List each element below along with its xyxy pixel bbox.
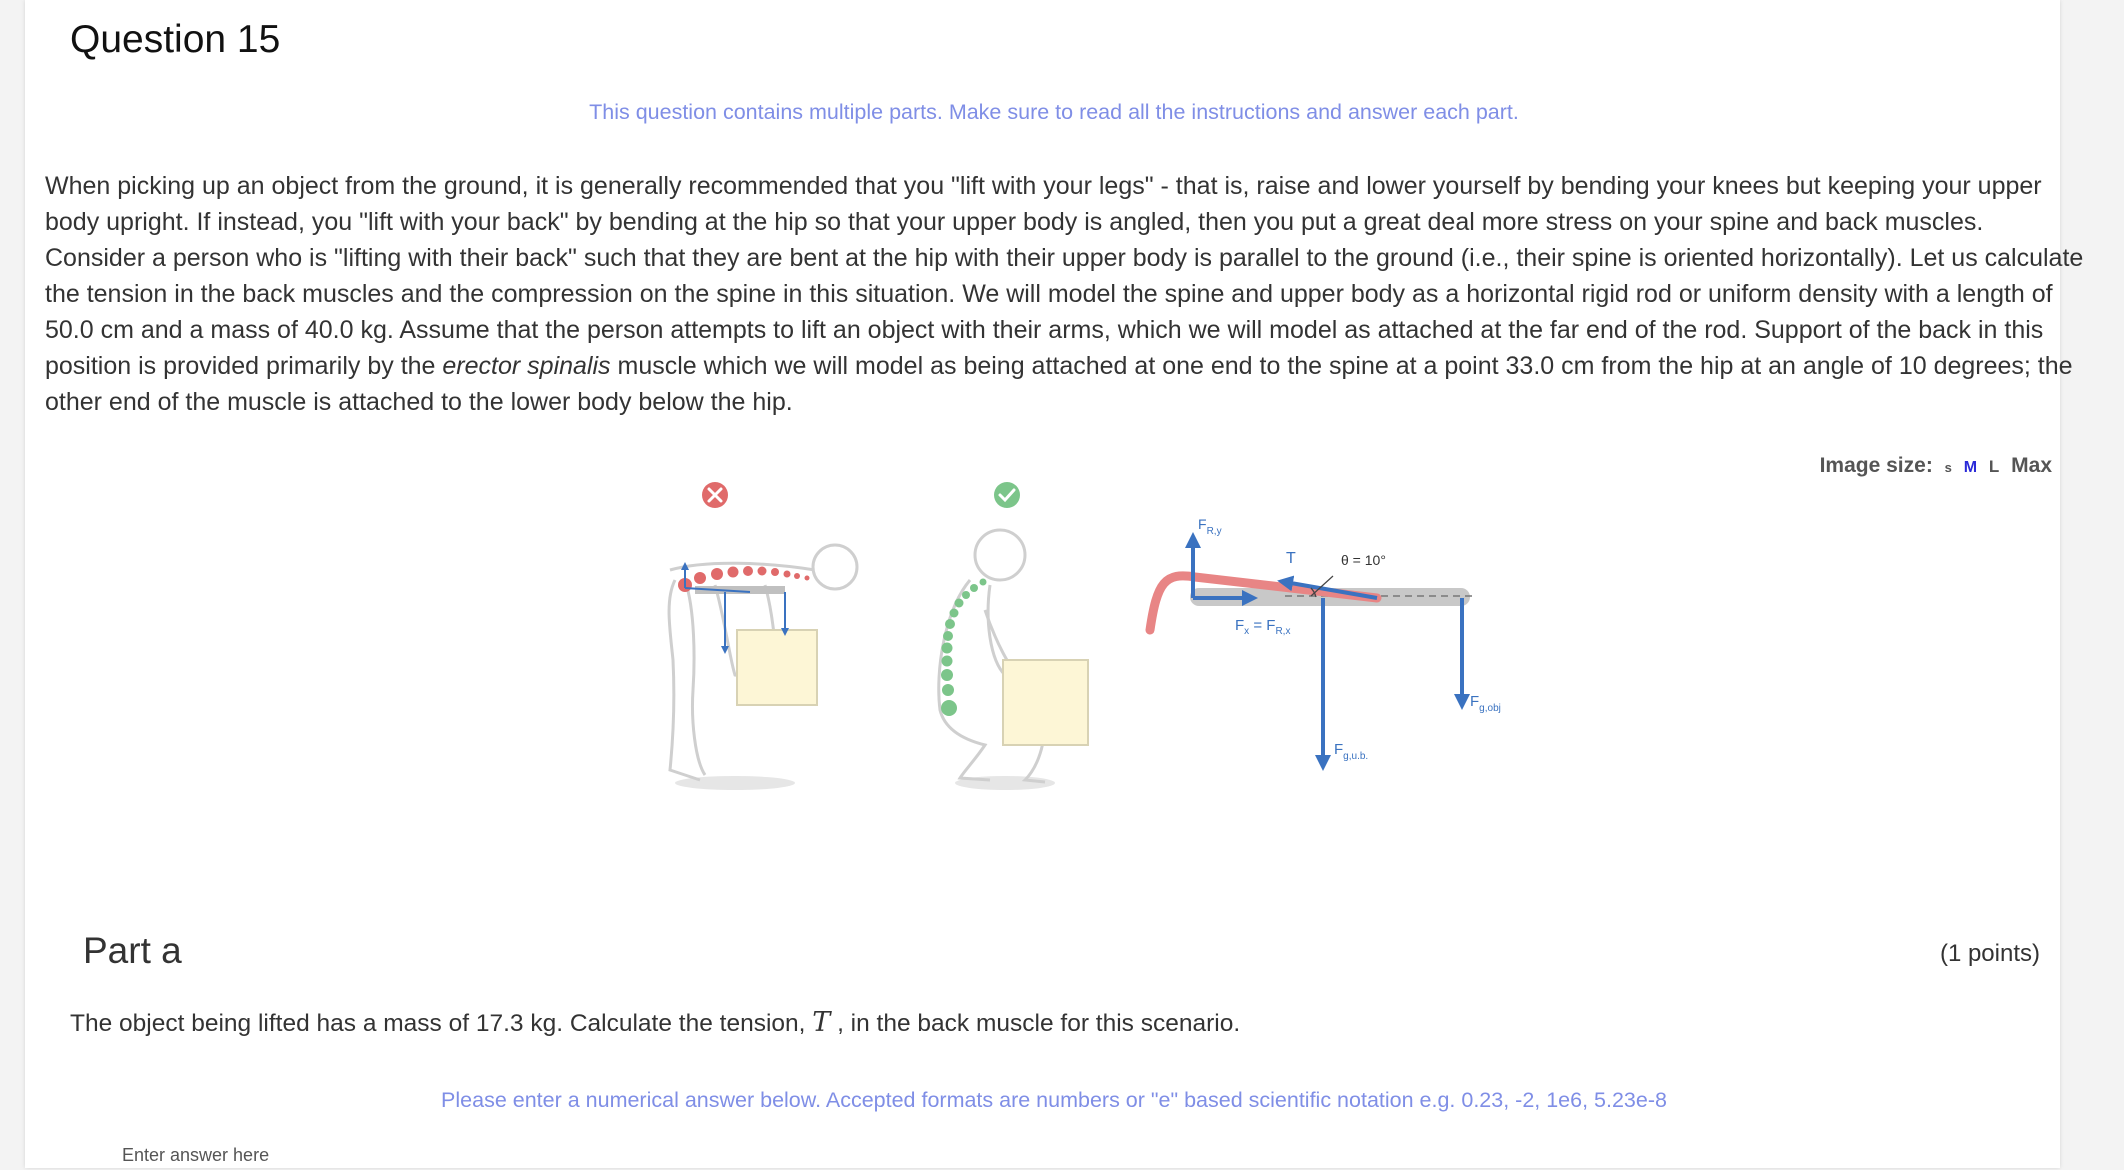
- label-fx: F: [1235, 617, 1245, 634]
- label-f-gobj-sub: g,obj: [1479, 703, 1501, 714]
- part-a-points: (1 points): [1939, 940, 2040, 967]
- straight-spine-dots: [941, 579, 987, 717]
- label-f-ry: F: [1198, 516, 1207, 532]
- question-body-text-1: When picking up an object from the ground, it is generally recommended that you "lift with your legs" - that is, raise and lower yourself by bending your knees but keeping your upper body upright. If instead, you "lift with your back" by bending at the hip so that your upper body is angled, then you put a great deal more stress on your spine and back muscles. Consider a person who is "lifting with their back" such that they are bent at the hip with their upper body is parallel to the ground (i.e., their spine is oriented horizontally). Let us calculate the tension in the back muscles and the compression on the spine in this situation. We will model the spine and upper body as a horizontal rigid rod or uniform density with a length of 50.0 cm and a mass of 40.0 kg. Assume that the person attempts to lift an object with their arms, which we will model as attached at the far end of the rod. Support of the back in this position is provided primarily by the: [45, 172, 2084, 380]
- label-fx-sub: x: [1244, 626, 1250, 637]
- svg-text:Fx = FR,x: [1235, 617, 1290, 637]
- image-size-s[interactable]: s: [1944, 460, 1952, 475]
- answer-format-notice: Please enter a numerical answer below. Accepted formats are numbers or "e" based scientific notation e.g. 0.23, -2, 1e6, 5.23e-8: [441, 1088, 1667, 1112]
- label-f-gub-sub: g,u.b.: [1343, 751, 1369, 762]
- question-body: [45, 168, 2085, 420]
- bad-box: [737, 630, 817, 705]
- lifting-diagram: [625, 470, 1525, 810]
- label-fx-eq: = F: [1249, 617, 1276, 634]
- part-a-title: Part a: [83, 930, 182, 971]
- label-fx-eq-sub: R,x: [1275, 626, 1291, 637]
- image-size-label: Image size:: [1819, 454, 1933, 477]
- svg-text:FR,y: [1198, 516, 1222, 537]
- image-size-control: [1820, 454, 2052, 478]
- label-f-ry-sub: R,y: [1206, 526, 1222, 537]
- part-a-question: [70, 1007, 1240, 1038]
- image-size-m[interactable]: M: [1963, 459, 1978, 476]
- good-posture-icon: [994, 482, 1020, 508]
- good-box: [1003, 660, 1088, 745]
- label-f-gobj: F: [1470, 693, 1480, 710]
- svg-text:Fg,obj: [1470, 693, 1501, 714]
- multipart-notice: This question contains multiple parts. Make sure to read all the instructions and answer each part.: [589, 100, 1519, 124]
- svg-text:Fg,u.b.: [1334, 741, 1368, 762]
- part-a-question-text-1: The object being lifted has a mass of 17.3 kg. Calculate the tension,: [70, 1010, 813, 1037]
- image-size-max[interactable]: Max: [2011, 454, 2052, 477]
- label-t: T: [1286, 550, 1296, 567]
- bad-posture-icon: [702, 482, 728, 508]
- question-title: Question 15: [70, 18, 281, 61]
- image-size-l[interactable]: L: [1988, 457, 2000, 476]
- question-card: [25, 0, 2084, 1168]
- part-a-question-text-2: , in the back muscle for this scenario.: [830, 1010, 1241, 1037]
- label-f-gub: F: [1334, 741, 1344, 758]
- muscle-name: erector spinalis: [442, 352, 611, 380]
- label-theta: θ = 10°: [1341, 552, 1386, 568]
- force-diagram: [1150, 516, 1501, 763]
- question-body-text-2: muscle which we will model as being attached at one end to the spine at a point 33.0 cm from the hip at an angle of 10 degrees; the other end of the muscle is attached to the lower body below the hip.: [45, 352, 2073, 416]
- answer-input[interactable]: [120, 1140, 624, 1170]
- tension-symbol: T: [812, 1007, 831, 1038]
